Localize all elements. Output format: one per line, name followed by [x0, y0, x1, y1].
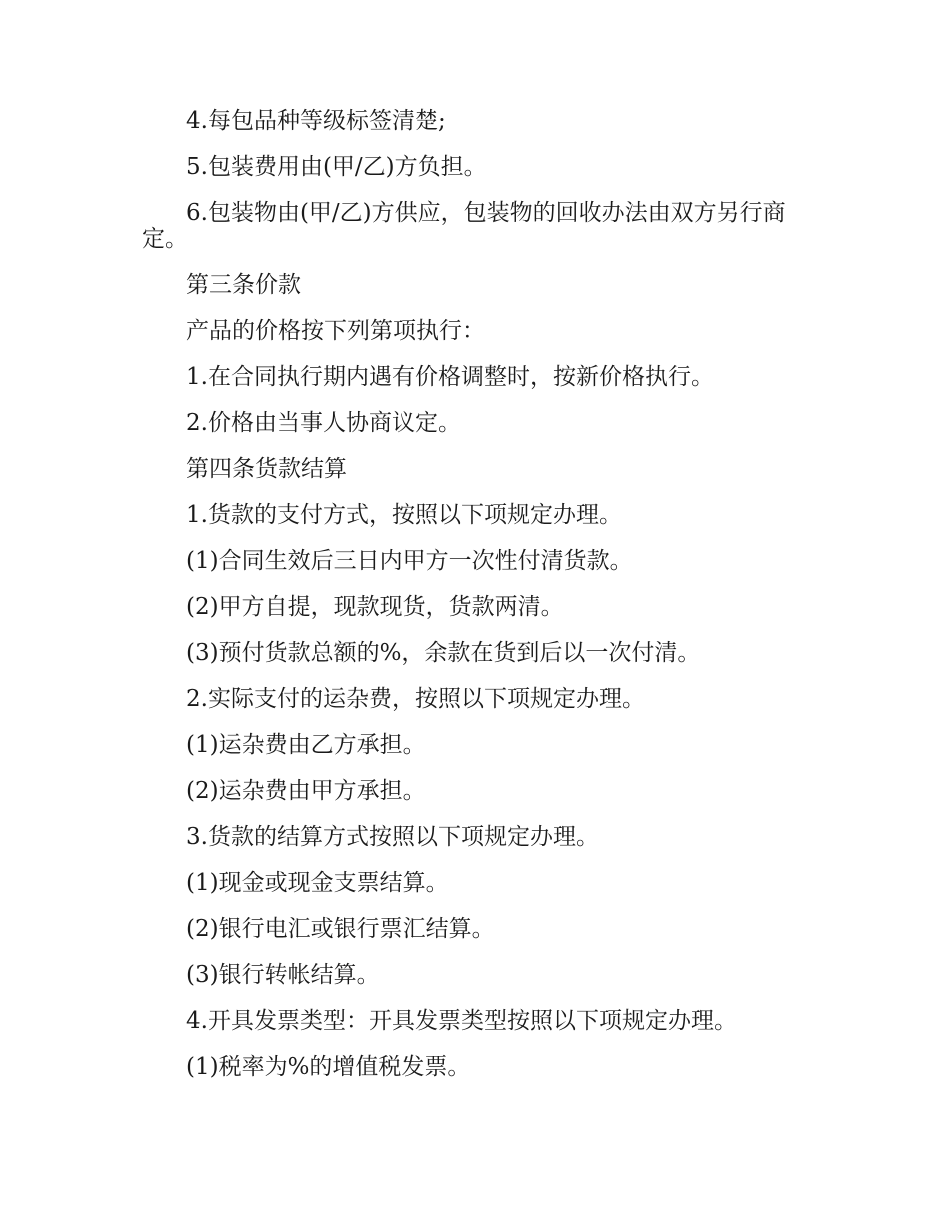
paragraph-settlement-option-3: (3)银行转帐结算。: [186, 962, 380, 988]
paragraph-payment-option-3: (3)预付货款总额的%，余款在货到后以一次付清。: [186, 640, 701, 666]
section-heading-price: 第三条价款: [186, 272, 301, 298]
paragraph-price-item-2: 2.价格由当事人协商议定。: [186, 410, 461, 436]
paragraph-payment-method: 1.货款的支付方式，按照以下项规定办理。: [186, 502, 622, 528]
paragraph-invoice-option-1: (1)税率为%的增值税发票。: [186, 1054, 471, 1080]
paragraph-price-item-1: 1.在合同执行期内遇有价格调整时，按新价格执行。: [186, 364, 714, 390]
paragraph-invoice-type: 4.开具发票类型：开具发票类型按照以下项规定办理。: [186, 1008, 737, 1034]
paragraph-packaging-cost: 5.包装费用由(甲/乙)方负担。: [186, 154, 487, 180]
document-body: [142, 108, 802, 1100]
paragraph-settlement-option-2: (2)银行电汇或银行票汇结算。: [186, 916, 495, 942]
paragraph-settlement-option-1: (1)现金或现金支票结算。: [186, 870, 449, 896]
paragraph-freight: 2.实际支付的运杂费，按照以下项规定办理。: [186, 686, 645, 712]
paragraph-packaging-label: 4.每包品种等级标签清楚;: [186, 108, 446, 134]
paragraph-payment-option-1: (1)合同生效后三日内甲方一次性付清货款。: [186, 548, 633, 574]
section-heading-settlement: 第四条货款结算: [186, 456, 347, 482]
paragraph-price-intro: 产品的价格按下列第项执行：: [186, 318, 485, 344]
paragraph-settlement-method: 3.货款的结算方式按照以下项规定办理。: [186, 824, 599, 850]
paragraph-freight-option-1: (1)运杂费由乙方承担。: [186, 732, 426, 758]
paragraph-payment-option-2: (2)甲方自提，现款现货，货款两清。: [186, 594, 564, 620]
paragraph-freight-option-2: (2)运杂费由甲方承担。: [186, 778, 426, 804]
paragraph-packaging-supply: 6.包装物由(甲/乙)方供应，包装物的回收办法由双方另行商定。: [142, 200, 786, 252]
